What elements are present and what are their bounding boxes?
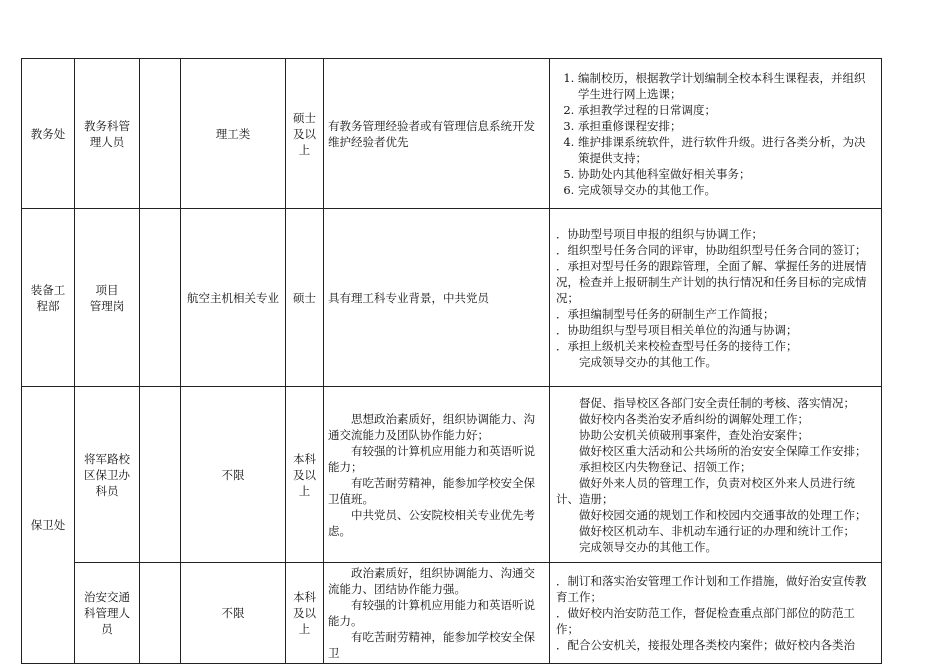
duties-cell [550, 563, 882, 664]
duty-item: 做好校园交通的规划工作和校园内交通事故的处理工作； [579, 507, 867, 522]
count-cell [140, 387, 181, 563]
duty-item: 做好校区机动车、非机动车通行证的办理和统计工作； [579, 523, 855, 538]
duties-cell [550, 387, 882, 563]
duty-item: ．制订和落实治安管理工作计划和工作措施，做好治安宣传教育工作； [556, 574, 867, 604]
duty-item: 做好外来人员的管理工作，负责对校区外来人员进行统计、造册； [556, 475, 855, 506]
education-cell: 硕士及以上 [286, 59, 324, 209]
count-cell [140, 209, 181, 387]
education-cell: 本科及以上 [286, 563, 324, 664]
education-cell: 本科及以上 [286, 387, 324, 563]
duty-item: ．承担编制型号任务的研制生产工作简报； [556, 306, 775, 321]
position-line: 管理岗 [89, 298, 125, 313]
education-cell: 硕士 [286, 209, 324, 387]
requirement-line: 有较强的计算机应用能力和英语听说能力； [328, 443, 535, 474]
position-cell: 教务科管理人员 [75, 59, 140, 209]
position-cell [75, 209, 140, 387]
position-cell: 将军路校区保卫办科员 [75, 387, 140, 563]
duty-item: 2. 承担教学过程的日常调度； [578, 102, 875, 118]
duties-cell [550, 209, 882, 387]
table-row [22, 387, 882, 563]
duty-item: 协助公安机关侦破刑事案件，查处治安案件； [579, 427, 809, 442]
table-row [22, 209, 882, 387]
requirement-line: 思想政治素质好，组织协调能力、沟通交流能力及团队协作能力好； [328, 411, 535, 442]
requirement-line: 政治素质好，组织协调能力、沟通交流能力、团结协作能力强。 [328, 566, 535, 596]
table-row [22, 59, 882, 209]
requirement-line: 有较强的计算机应用能力和英语听说能力。 [328, 598, 535, 628]
dept-cell: 保卫处 [22, 387, 75, 664]
major-cell: 不限 [181, 387, 286, 563]
duty-item: 承担校区内失物登记、招领工作； [579, 459, 752, 474]
requirement-line: 有吃苦耐劳精神，能参加学校安全保卫 [328, 630, 535, 660]
major-cell: 航空主机相关专业 [181, 209, 286, 387]
duty-item: ．做好校内治安防范工作，督促检查重点部门部位的防范工作； [556, 606, 855, 636]
job-table [21, 58, 882, 664]
table-row [22, 563, 882, 664]
dept-cell: 教务处 [22, 59, 75, 209]
duty-item: ．协助型号项目申报的组织与协调工作； [556, 226, 763, 241]
position-cell: 治安交通科管理人员 [75, 563, 140, 664]
requirement-cell: 有教务管理经验者或有管理信息系统开发维护经验者优先 [324, 59, 550, 209]
duty-item: 督促、指导校区各部门安全责任制的考核、落实情况； [579, 395, 855, 410]
duty-item: 4. 维护排课系统软件，进行软件升级。进行各类分析，为决策提供支持； [578, 134, 875, 166]
duty-item: 完成领导交办的其他工作。 [579, 354, 717, 369]
duty-item: 1. 编制校历，根据教学计划编制全校本科生课程表，并组织学生进行网上选课； [578, 70, 875, 102]
count-cell [140, 59, 181, 209]
requirement-cell [324, 387, 550, 563]
duty-item: 5. 协助处内其他科室做好相关事务； [578, 166, 875, 182]
dept-cell: 装备工程部 [22, 209, 75, 387]
duty-item: ．协助组织与型号项目相关单位的沟通与协调； [556, 322, 798, 337]
requirement-line: 有吃苦耐劳精神，能参加学校安全保卫值班。 [328, 475, 535, 506]
requirement-cell [324, 563, 550, 664]
duty-item: ．承担对型号任务的跟踪管理，全面了解、掌握任务的进展情况，检查并上报研制生产计划的执行情况和任务目标的完成情况； [556, 258, 867, 305]
position-line: 项目 [95, 282, 119, 297]
requirement-line: 中共党员、公安院校相关专业优先考虑。 [328, 507, 535, 538]
major-cell: 理工类 [181, 59, 286, 209]
duty-item: 做好校区重大活动和公共场所的治安安全保障工作安排； [579, 443, 867, 458]
duty-item: ．承担上级机关来校检查型号任务的接待工作； [556, 338, 798, 353]
duty-item: 完成领导交办的其他工作。 [579, 539, 717, 554]
duty-item: 3. 承担重修课程安排； [578, 118, 875, 134]
count-cell [140, 563, 181, 664]
major-cell: 不限 [181, 563, 286, 664]
duty-item: ．组织型号任务合同的评审，协助组织型号任务合同的签订； [556, 242, 867, 257]
requirement-cell: 具有理工科专业背景，中共党员 [324, 209, 550, 387]
duties-cell [550, 59, 882, 209]
duty-item: ．配合公安机关，接报处理各类校内案件；做好校内各类治 [556, 638, 855, 652]
duty-item: 做好校内各类治安矛盾纠纷的调解处理工作； [579, 411, 809, 426]
duty-item: 6. 完成领导交办的其他工作。 [578, 182, 875, 198]
